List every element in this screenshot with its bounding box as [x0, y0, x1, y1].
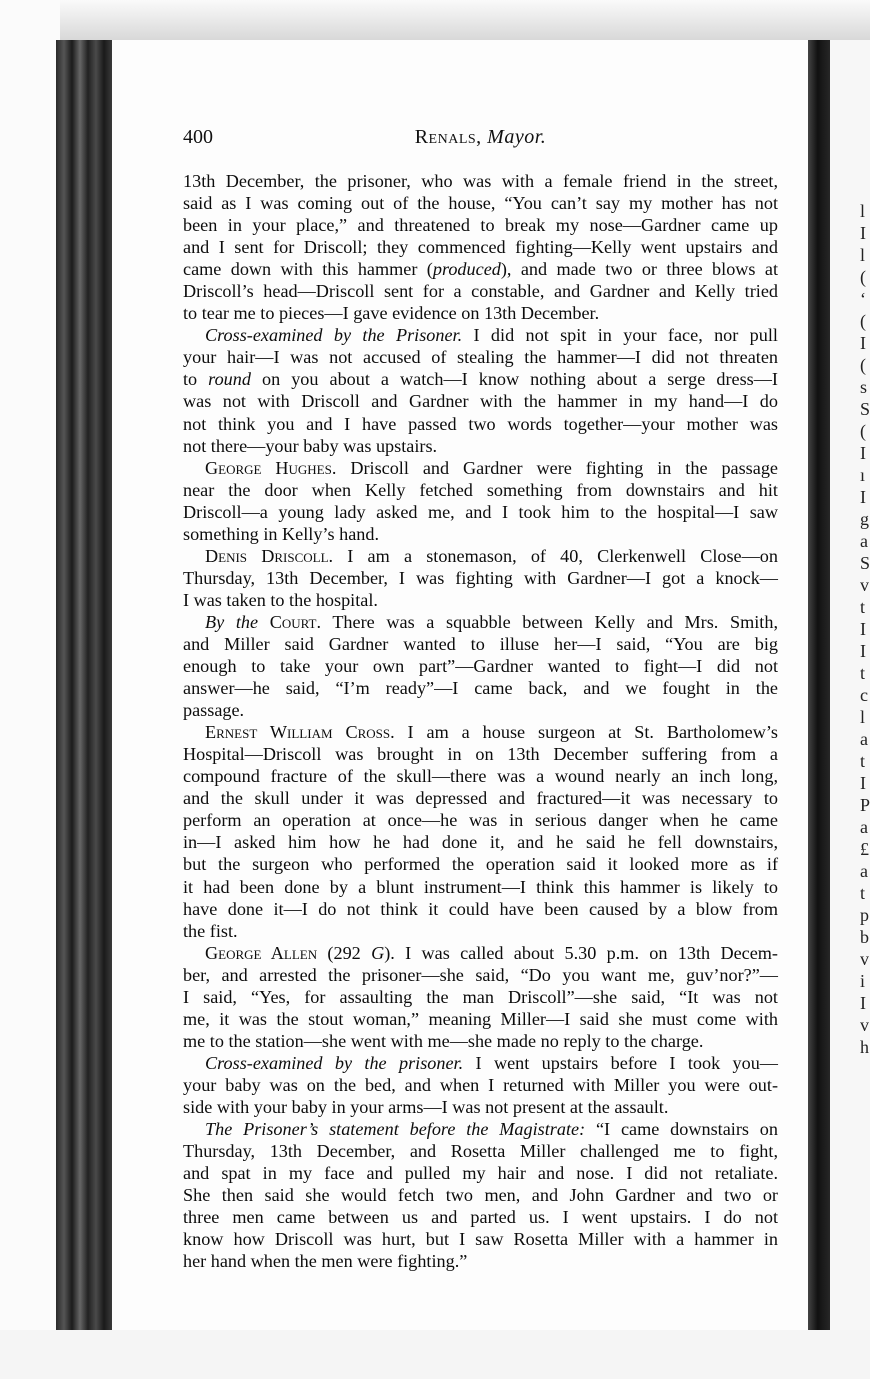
- adjacent-page-letter: b: [860, 927, 869, 947]
- adjacent-page-letter: S: [860, 553, 870, 573]
- text-line: ber, and arrested the prisoner—she said, “Do you want me, guv’nor?”—: [183, 964, 778, 985]
- scan-left-margin: [0, 0, 60, 1379]
- text-line: I was taken to the hospital.: [183, 589, 378, 610]
- text-line: was not with Driscoll and Gardner with the hammer in my hand—I do: [183, 391, 778, 412]
- adjacent-page-letter: l: [860, 245, 866, 265]
- page-header: [183, 126, 778, 150]
- running-title-role: Mayor.: [487, 126, 547, 148]
- adjacent-page-letter: I: [860, 641, 866, 661]
- page-body-text: [183, 170, 778, 1272]
- adjacent-page-letter: S: [860, 399, 870, 419]
- adjacent-page-letter: ı: [860, 465, 866, 485]
- scan-top-edge: [0, 0, 870, 40]
- adjacent-page-letter: i: [860, 971, 866, 991]
- adjacent-page-letter: I: [860, 619, 866, 639]
- adjacent-page-fragment: [860, 200, 870, 1058]
- page-number: 400: [183, 126, 213, 148]
- text-line: I said, “Yes, for assaulting the man Driscoll”—she said, “It was not: [183, 986, 778, 1007]
- adjacent-page-letter: t: [860, 597, 866, 617]
- text-line: George Hughes. Driscoll and Gardner were fighting in the passage: [205, 457, 778, 478]
- text-line: By the Court. There was a squabble between Kelly and Mrs. Smith,: [205, 611, 778, 632]
- adjacent-page-letter: v: [860, 1015, 869, 1035]
- text-line: Driscoll—a young lady asked me, and I took him to the hospital—I saw: [183, 501, 778, 522]
- text-line: in—I asked him how he had done it, and he said he fell downstairs,: [183, 832, 778, 853]
- adjacent-page-letter: l: [860, 201, 866, 221]
- text-line: your hair—I was not accused of stealing the hammer—I did not threaten: [183, 347, 778, 368]
- text-line: She then said she would fetch two men, and John Gardner and two or: [183, 1185, 778, 1206]
- text-line: The Prisoner’s statement before the Magistrate: “I came downstairs on: [205, 1119, 778, 1140]
- adjacent-page-letter: (: [860, 421, 866, 441]
- text-line: have done it—I do not think it could have been caused by a blow from: [183, 898, 778, 919]
- text-line: Denis Driscoll. I am a stonemason, of 40, Clerkenwell Close—on: [205, 545, 778, 566]
- adjacent-page-letter: p: [860, 905, 869, 925]
- adjacent-page-letter: ‘: [860, 289, 866, 309]
- text-line: your baby was on the bed, and when I returned with Miller you were out-: [183, 1074, 778, 1095]
- text-line: me, it was the stout woman,” meaning Miller—I said she must come with: [183, 1008, 778, 1029]
- scan-bottom-edge: [0, 1330, 870, 1379]
- text-line: and I sent for Driscoll; they commenced fighting—Kelly went upstairs and: [183, 237, 778, 258]
- adjacent-page-letter: a: [860, 817, 868, 837]
- text-line: 13th December, the prisoner, who was with a female friend in the street,: [183, 171, 778, 191]
- adjacent-page-letter: s: [860, 377, 868, 397]
- text-line: the fist.: [183, 920, 238, 941]
- adjacent-page-letter: a: [860, 531, 868, 551]
- text-line: and Miller said Gardner wanted to illuse her—I said, “You are big: [183, 633, 778, 654]
- book-gutter: [808, 40, 832, 1340]
- adjacent-page-letter: (: [860, 355, 866, 375]
- adjacent-page-letter: l: [860, 707, 866, 727]
- text-line: it had been done by a blunt instrument—I think this hammer is likely to: [183, 876, 778, 897]
- text-line: Cross-examined by the Prisoner. I did not spit in your face, nor pull: [205, 325, 778, 346]
- text-line: said as I was coming out of the house, “You can’t say my mother has not: [183, 193, 778, 214]
- text-line: know how Driscoll was hurt, but I saw Rosetta Miller with a hammer in: [183, 1229, 778, 1250]
- text-line: not there—your baby was upstairs.: [183, 435, 438, 456]
- adjacent-page-letter: t: [860, 663, 866, 683]
- adjacent-page-letter: a: [860, 861, 868, 881]
- adjacent-page-letter: (: [860, 267, 866, 287]
- adjacent-page-letter: I: [860, 443, 866, 463]
- text-line: and the skull under it was depressed and fractured—it was necessary to: [183, 788, 778, 809]
- book-binding: [56, 40, 118, 1340]
- text-line: Ernest William Cross. I am a house surgeon at St. Bartholomew’s: [205, 722, 778, 743]
- text-line: her hand when the men were fighting.”: [183, 1251, 468, 1272]
- adjacent-page-letter: I: [860, 223, 866, 243]
- text-line: enough to take your own part”—Gardner wanted to fight—I did not: [183, 656, 778, 677]
- adjacent-page-letter: t: [860, 883, 866, 903]
- text-line: been in your place,” and threatened to break my nose—Gardner came up: [183, 215, 778, 236]
- text-line: me to the station—she went with me—she made no reply to the charge.: [183, 1030, 704, 1051]
- text-line: Thursday, 13th December, I was fighting with Gardner—I got a knock—: [183, 567, 778, 588]
- running-title-name: Renals,: [414, 126, 482, 148]
- adjacent-page-letter: g: [860, 509, 869, 529]
- text-line: to tear me to pieces—I gave evidence on 13th December.: [183, 303, 600, 324]
- adjacent-page-letter: a: [860, 729, 868, 749]
- text-line: Cross-examined by the prisoner. I went upstairs before I took you—: [205, 1052, 778, 1073]
- text-line: near the door when Kelly fetched something from downstairs and hit: [183, 479, 778, 500]
- adjacent-page-letter: £: [860, 839, 869, 859]
- text-line: came down with this hammer (produced), and made two or three blows at: [183, 259, 778, 280]
- text-line: passage.: [183, 700, 245, 721]
- adjacent-page-letter: I: [860, 487, 866, 507]
- text-line: but the surgeon who performed the operation said it looked more as if: [183, 854, 778, 875]
- text-line: three men came between us and parted us. I went upstairs. I do not: [183, 1207, 778, 1228]
- text-line: compound fracture of the skull—there was a wound nearly an inch long,: [183, 766, 778, 787]
- adjacent-page-letter: t: [860, 751, 866, 771]
- running-title: [183, 126, 778, 149]
- text-line: Hospital—Driscoll was brought in on 13th December suffering from a: [183, 744, 778, 765]
- text-line: perform an operation at once—he was in serious danger when he came: [183, 810, 778, 831]
- adjacent-page-letter: I: [860, 333, 866, 353]
- text-line: George Allen (292 G). I was called about 5.30 p.m. on 13th Decem-: [205, 942, 778, 963]
- adjacent-page-letter: (: [860, 311, 866, 331]
- adjacent-page-letter: h: [860, 1037, 869, 1057]
- text-line: answer—he said, “I’m ready”—I came back, and we fought in the: [183, 678, 778, 699]
- text-line: not think you and I have passed two words together—your mother was: [183, 413, 778, 434]
- adjacent-page-letter: P: [860, 795, 870, 815]
- adjacent-page-letter: I: [860, 773, 866, 793]
- text-line: side with your baby in your arms—I was not present at the assault.: [183, 1096, 669, 1117]
- text-line: Thursday, 13th December, and Rosetta Miller challenged me to fight,: [183, 1141, 778, 1162]
- text-line: Driscoll’s head—Driscoll sent for a constable, and Gardner and Kelly tried: [183, 281, 778, 302]
- text-line: to round on you about a watch—I know nothing about a serge dress—I: [183, 369, 778, 390]
- adjacent-page-letter: v: [860, 949, 869, 969]
- adjacent-page-letter: v: [860, 575, 869, 595]
- adjacent-page-letter: c: [860, 685, 868, 705]
- text-line: and spat in my face and pulled my hair and nose. I did not retaliate.: [183, 1163, 778, 1184]
- adjacent-page-letter: I: [860, 993, 866, 1013]
- text-line: something in Kelly’s hand.: [183, 523, 380, 544]
